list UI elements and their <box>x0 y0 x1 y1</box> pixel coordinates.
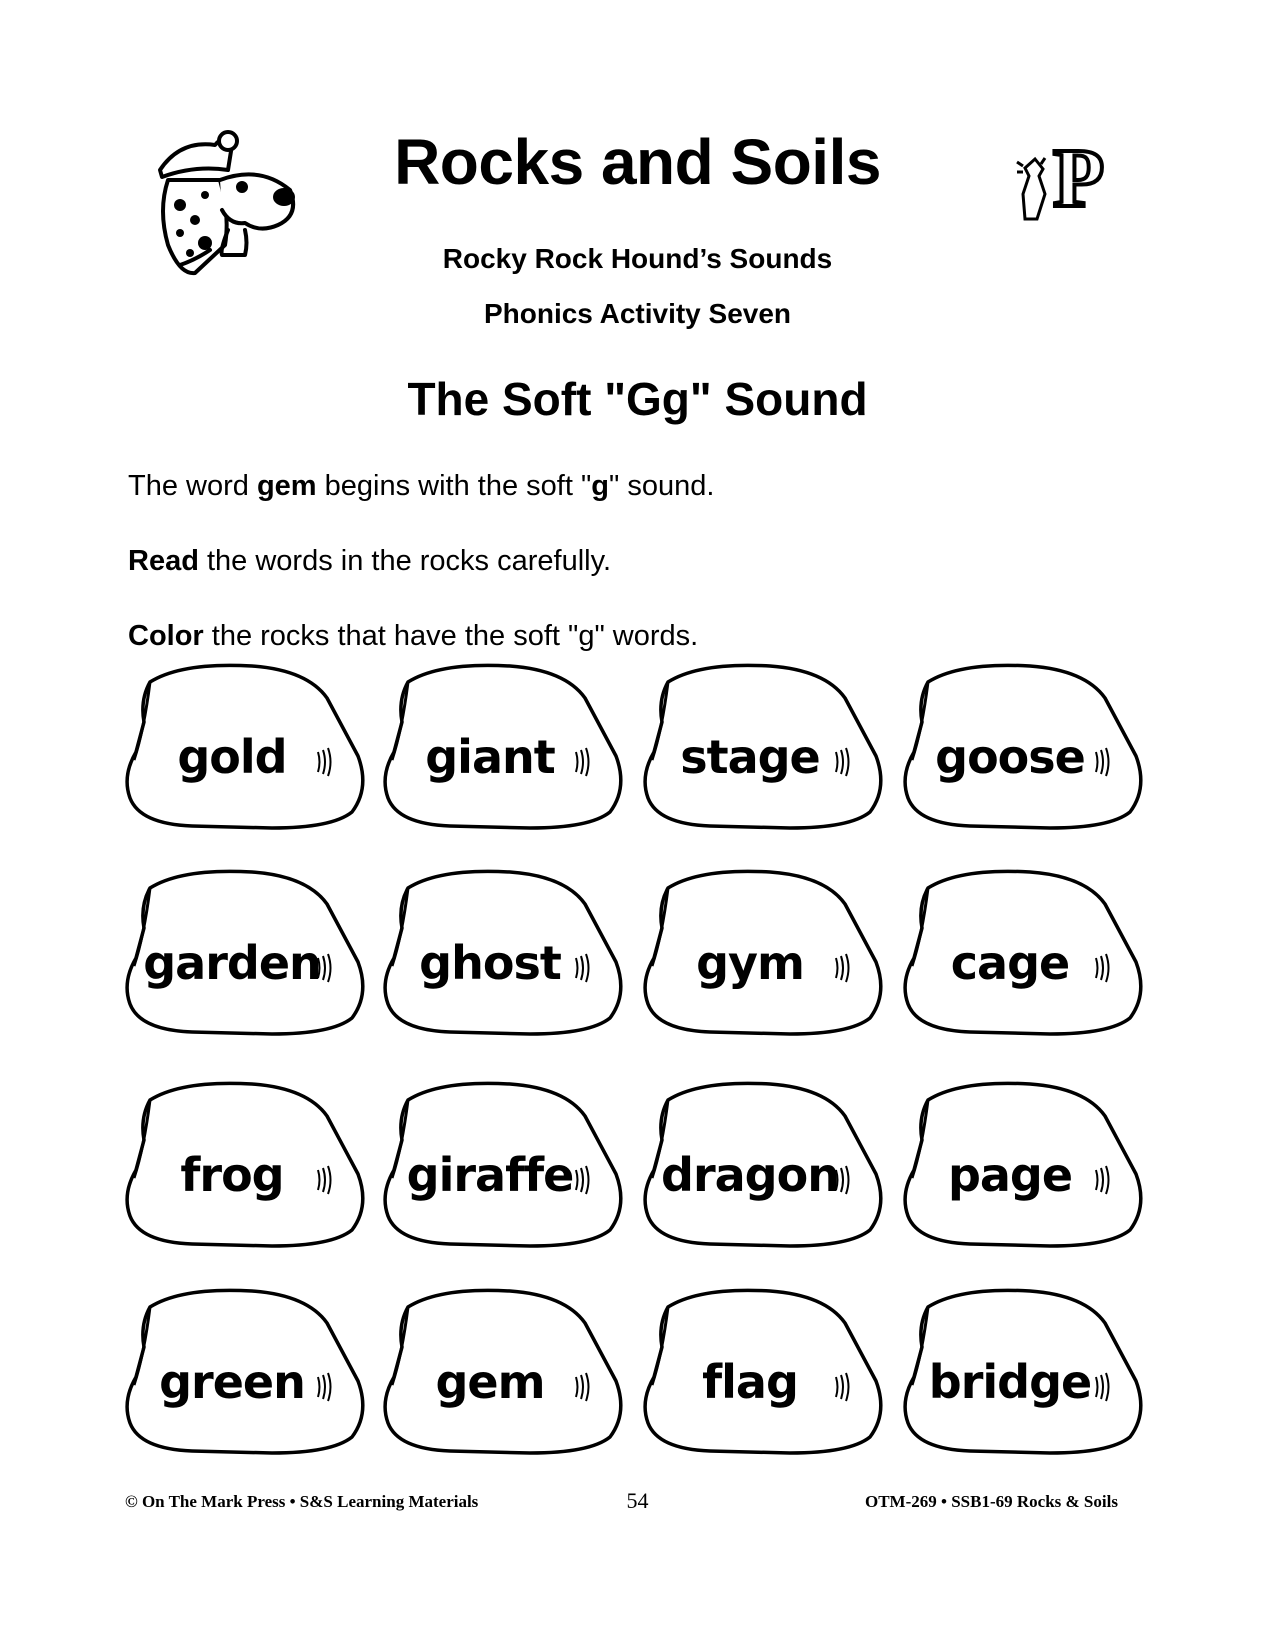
rock-word: frog <box>180 1148 284 1202</box>
word-rock[interactable] <box>640 660 890 840</box>
rock-word: ghost <box>419 936 561 990</box>
rock-word: giant <box>425 730 555 784</box>
rock-word: green <box>159 1355 305 1409</box>
word-rock[interactable] <box>900 660 1150 840</box>
instruction-line-1: The word gem begins with the soft "g" sound. <box>128 470 715 502</box>
page-title: Rocks and Soils <box>394 126 881 198</box>
word-rock[interactable] <box>900 1078 1150 1258</box>
rock-word: garden <box>143 936 321 990</box>
word-rock[interactable] <box>122 1285 372 1465</box>
word-rock[interactable] <box>122 866 372 1046</box>
word-rock[interactable] <box>380 1078 630 1258</box>
word-rock[interactable] <box>900 866 1150 1046</box>
badge-letter: P <box>1053 132 1105 225</box>
instruction-line-3: Color the rocks that have the soft "g" words. <box>128 620 699 652</box>
rock-word: dragon <box>661 1148 839 1202</box>
word-rock[interactable] <box>640 866 890 1046</box>
footer-product-code: OTM-269 • SSB1-69 Rocks & Soils <box>865 1492 1118 1511</box>
page-number: 54 <box>626 1488 649 1513</box>
hound-silhouette-icon <box>1015 154 1055 224</box>
word-rock[interactable] <box>122 660 372 840</box>
page-subtitle: Rocky Rock Hound’s Sounds <box>442 243 833 274</box>
rock-word: cage <box>950 936 1070 990</box>
word-rock[interactable] <box>640 1078 890 1258</box>
rock-word: page <box>947 1148 1073 1202</box>
section-heading: The Soft "Gg" Sound <box>407 373 868 425</box>
rock-word: giraffe <box>406 1148 574 1202</box>
word-rock[interactable] <box>380 866 630 1046</box>
rock-word: goose <box>935 730 1085 784</box>
rock-word: gym <box>696 936 804 990</box>
rock-hound-mascot-icon <box>150 125 305 285</box>
footer-publisher: © On The Mark Press • S&S Learning Materials <box>125 1492 479 1511</box>
word-rock[interactable] <box>640 1285 890 1465</box>
rock-word: gold <box>177 730 287 784</box>
instruction-line-2: Read the words in the rocks carefully. <box>128 545 611 577</box>
phonics-badge <box>1015 132 1135 230</box>
rock-word: stage <box>680 730 820 784</box>
rock-word: gem <box>435 1355 545 1409</box>
rock-word: bridge <box>928 1355 1092 1409</box>
word-rock[interactable] <box>900 1285 1150 1465</box>
word-rock[interactable] <box>122 1078 372 1258</box>
word-rock[interactable] <box>380 1285 630 1465</box>
word-rock[interactable] <box>380 660 630 840</box>
rock-word: flag <box>702 1355 798 1409</box>
activity-label: Phonics Activity Seven <box>483 298 792 329</box>
